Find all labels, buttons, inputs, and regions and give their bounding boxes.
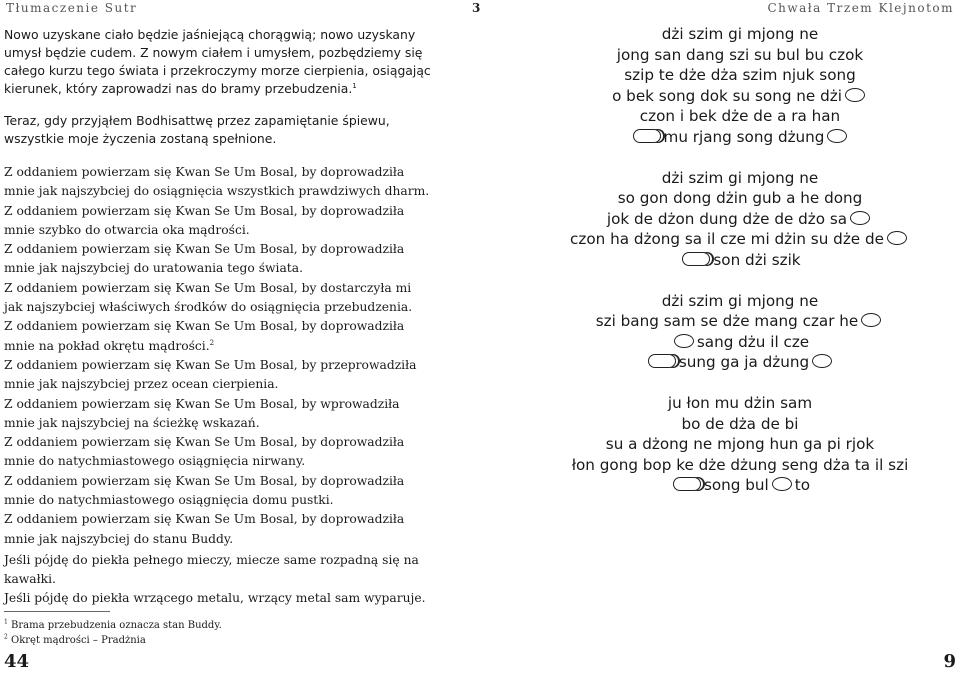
chant-stanza-1	[520, 24, 960, 148]
chant-line: son dżi szik	[520, 250, 960, 271]
chant-line: szi bang sam se dże mang czar he	[520, 311, 960, 332]
intro-paragraph-2: Teraz, gdy przyjąłem Bodhisattwę przez zapamiętanie śpiewu, wszystkie moje życzenia zostaną spełnione.	[4, 113, 390, 146]
footnote-1: $^1$ Brama przebudzenia oznacza stan Buddy.	[4, 618, 222, 631]
running-head-left: Tłumaczenie Sutr	[6, 1, 138, 15]
chant-line: o bek song dok su song ne dżi	[520, 86, 960, 107]
closing-line-2: Jeśli pójdę do piekła wrzącego metalu, wrzący metal sam wyparuje.	[4, 591, 426, 605]
footnote-2: $^2$ Okręt mądrości – Pradżnia	[4, 633, 146, 646]
chant-line: czon ha dżong sa il cze mi dżin su dże de	[520, 229, 960, 250]
multi-bell-icon	[633, 129, 661, 143]
closing-verses	[4, 551, 444, 608]
left-page-text	[4, 26, 432, 549]
chant-line: mu rjang song dżung	[520, 127, 960, 148]
chant-line: dżi szim gi mjong ne	[661, 25, 819, 43]
multi-bell-icon	[673, 477, 701, 491]
page-number-right: 9	[943, 651, 956, 672]
chant-text	[520, 24, 960, 516]
chant-line: jok de dżon dung dże de dżo sa	[520, 209, 960, 230]
bell-icon	[772, 477, 792, 491]
bell-icon	[845, 88, 865, 102]
running-head-right: Chwała Trzem Klejnotom	[767, 1, 954, 15]
dedication-5: Z oddaniem powierzam się Kwan Se Um Bosal, by doprowadziła mnie na pokład okrętu mądrości.$^2$	[4, 319, 405, 353]
chant-line: szip te dże dża szim njuk song	[624, 66, 856, 85]
chant-line: jong san dang szi su bul bu czok	[616, 45, 864, 64]
chant-line: ju łon mu dżin sam	[667, 393, 813, 412]
dedications-list	[4, 163, 432, 549]
dedication-7: Z oddaniem powierzam się Kwan Se Um Bosal, by wprowadziła mnie jak najszybciej na ścieżkę wskazań.	[4, 396, 400, 430]
dedication-9: Z oddaniem powierzam się Kwan Se Um Bosal, by doprowadziła mnie do natychmiastowego osiągnięcia domu pustki.	[4, 473, 405, 508]
closing-line-1: Jeśli pójdę do piekła pełnego mieczy, miecze same rozpadną się na kawałki.	[4, 553, 419, 586]
spread-number: 3	[472, 1, 481, 15]
bell-icon	[674, 334, 694, 348]
bell-icon	[850, 211, 870, 225]
chant-stanza-4	[520, 393, 960, 496]
chant-line: łon gong bop ke dże dżung seng dża ta il szi	[571, 455, 909, 474]
multi-bell-icon	[648, 354, 676, 368]
chant-line: so gon dong dżin gub a he dong	[617, 189, 863, 208]
chant-line: song bul to	[520, 475, 960, 496]
dedication-4: Z oddaniem powierzam się Kwan Se Um Bosal, by dostarczyła mi jak najszybciej właściwych środków do osiągnięcia przebudzenia.	[4, 280, 413, 315]
multi-bell-icon	[682, 252, 710, 266]
bell-icon	[861, 313, 881, 327]
dedication-2: Z oddaniem powierzam się Kwan Se Um Bosal, by doprowadziła mnie szybko do otwarcia oka mądrości.	[4, 203, 405, 237]
chant-line: czon i bek dże de a ra han	[639, 107, 841, 126]
chant-line: dżi szim gi mjong ne	[661, 291, 819, 310]
footnote-ref-1: 1	[352, 81, 357, 90]
page-number-left: 44	[4, 651, 30, 672]
chant-stanza-3	[520, 291, 960, 373]
chant-line: sung ga ja dżung	[520, 352, 960, 373]
bell-icon	[812, 354, 832, 368]
dedication-1: Z oddaniem powierzam się Kwan Se Um Bosal, by doprowadziła mnie jak najszybciej do osiągnięcia wszystkich prawdziwych dharm.	[4, 165, 430, 199]
chant-line: dżi szim gi mjong ne	[661, 168, 819, 187]
dedication-3: Z oddaniem powierzam się Kwan Se Um Bosal, by doprowadziła mnie jak najszybciej do uratowania tego świata.	[4, 242, 405, 276]
bell-icon	[827, 129, 847, 143]
chant-line: bo de dża de bi	[681, 414, 799, 433]
intro-paragraph-1: Nowo uzyskane ciało będzie jaśniejącą chorągwią; nowo uzyskany umysł będzie cudem. Z nowym ciałem i umysłem, pozbędziemy się całego kurzu tego świata i przekroczymy morze cierpienia, osiągając kierunek, który zaprowadzi nas do bramy przebudzenia.$^1$	[4, 27, 431, 96]
dedication-10: Z oddaniem powierzam się Kwan Se Um Bosal, by doprowadziła mnie jak najszybciej do stanu Buddy.	[4, 512, 405, 546]
footnote-divider	[4, 611, 110, 612]
footnote-ref-2: 2	[209, 338, 215, 347]
dedication-8: Z oddaniem powierzam się Kwan Se Um Bosal, by doprowadziła mnie do natychmiastowego osiągnięcia nirwany.	[4, 435, 405, 469]
chant-line: sang dżu il cze	[520, 332, 960, 353]
bell-icon	[887, 231, 907, 245]
dedication-6: Z oddaniem powierzam się Kwan Se Um Bosal, by przeprowadziła mnie jak najszybciej przez ocean cierpienia.	[4, 357, 417, 392]
chant-line: su a dżong ne mjong hun ga pi rjok	[605, 435, 875, 454]
chant-stanza-2	[520, 168, 960, 271]
